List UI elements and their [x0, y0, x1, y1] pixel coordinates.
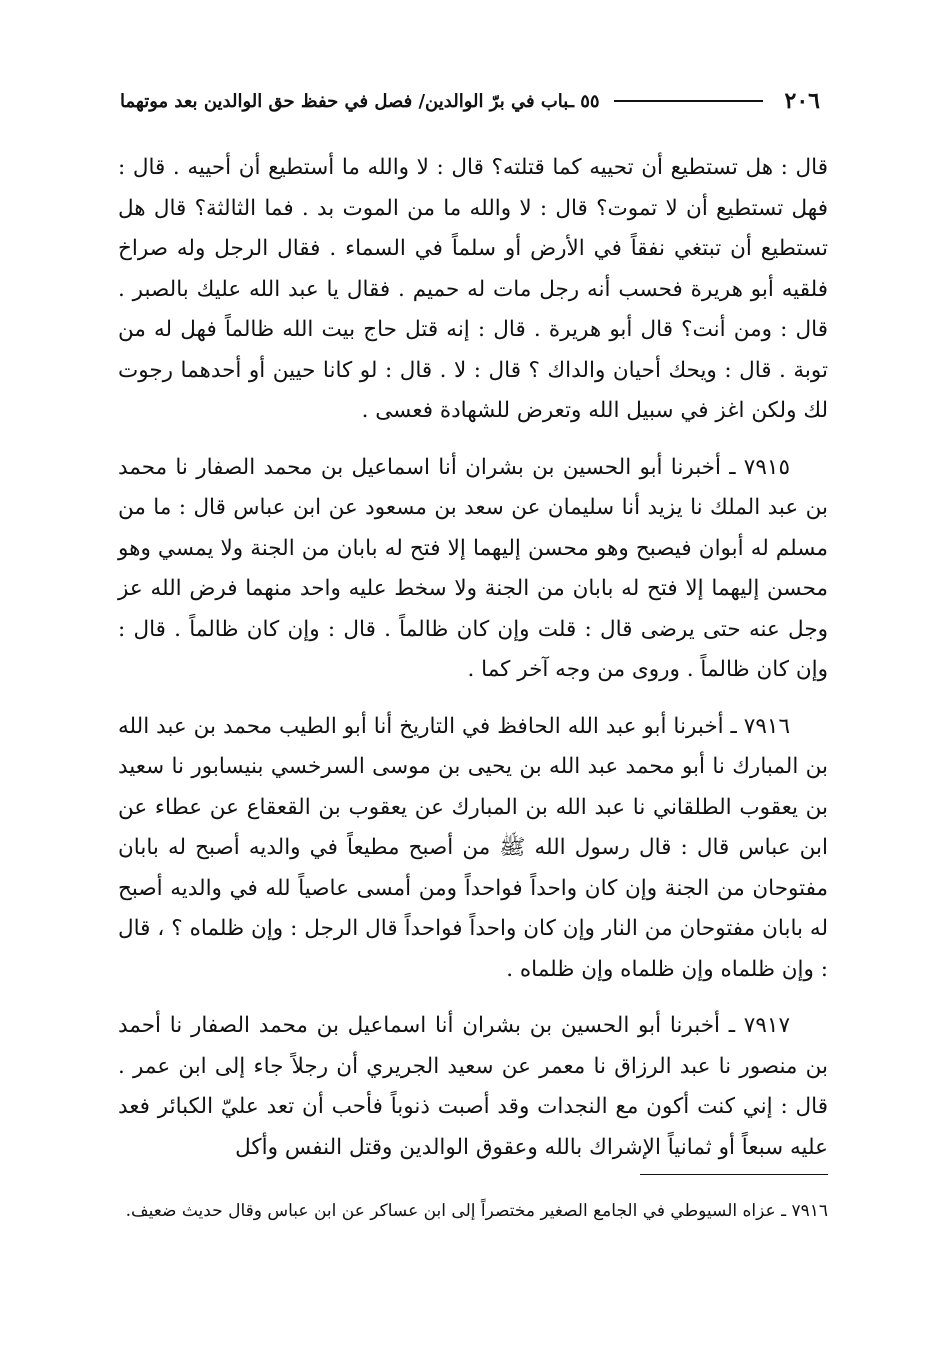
- hadith-7915: ٧٩١٥ ـ أخبرنا أبو الحسين بن بشران أنا اسماعيل بن محمد الصفار نا محمد بن عبد الملك نا يزيد أنا سليمان عن سعد بن مسعود عن ابن عباس قال : ما من مسلم له أبوان فيصبح وهو محسن إليهما إلا فتح له بابان من الجنة ولا يمسي وهو محسن إليهما إلا فتح له بابان من الجنة ولا سخط عليه واحد منهما فرض الله عز وجل عنه حتى يرضى قال : قلت وإن كان ظالماً . قال : وإن كان ظالماً . قال : وإن كان ظالماً . وروى من وجه آخر كما .: [118, 454, 828, 682]
- header-rule: [614, 100, 763, 102]
- footnote: [118, 1196, 828, 1226]
- page-number: ٢٠٦: [784, 88, 820, 114]
- footnote-7916: ٧٩١٦ ـ عزاه السيوطي في الجامع الصغير مختصراً إلى ابن عساكر عن ابن عباس وقال حديث ضعيف.: [125, 1201, 828, 1221]
- main-text: [118, 148, 828, 1184]
- running-title: ٥٥ ـباب في برّ الوالدين/ فصل في حفظ حق الوالدين بعد موتهما: [120, 90, 600, 112]
- hadith-7916: ٧٩١٦ ـ أخبرنا أبو عبد الله الحافظ في التاريخ أنا أبو الطيب محمد بن عبد الله بن المبارك نا أبو محمد عبد الله بن يحيى بن موسى السرخسي بنيسابور نا سعيد بن يعقوب الطلقاني نا عبد الله بن المبارك عن يعقوب بن القعقاع عن عطاء عن ابن عباس قال : قال رسول الله ﷺ من أصبح مطيعاً في والديه أصبح له بابان مفتوحان من الجنة وإن كان واحداً فواحداً ومن أمسى عاصياً لله في والديه أصبح له بابان مفتوحان من النار وإن كان واحداً فواحداً قال الرجل : وإن ظلماه ؟ ، قال : وإن ظلماه وإن ظلماه وإن ظلماه .: [118, 713, 828, 982]
- page-header: [120, 86, 820, 116]
- footnote-separator: [640, 1174, 828, 1175]
- paragraph-continuation: قال : هل تستطيع أن تحييه كما قتلته؟ قال : لا والله ما أستطيع أن أحييه . قال : فهل تستطيع أن لا تموت؟ قال : لا والله ما من الموت بد . فما الثالثة؟ قال هل تستطيع أن تبتغي نفقاً في الأرض أو سلماً في السماء . فقال الرجل وله صراخ فلقيه أبو هريرة فحسب أنه رجل مات له حميم . فقال يا عبد الله عليك بالصبر . قال : ومن أنت؟ قال أبو هريرة . قال : إنه قتل حاج بيت الله ظالماً فهل له من توبة . قال : ويحك أحيان والداك ؟ قال : لا . قال : لو كانا حيين أو أحدهما رجوت لك ولكن اغز في سبيل الله وتعرض للشهادة فعسى .: [118, 155, 828, 423]
- hadith-7917: ٧٩١٧ ـ أخبرنا أبو الحسين بن بشران أنا اسماعيل بن محمد الصفار نا أحمد بن منصور نا عبد الرزاق نا معمر عن سعيد الجريري أن رجلاً جاء إلى ابن عمر . قال : إني كنت أكون مع النجدات وقد أصبت ذنوباً فأحب أن تعد عليّ الكبائر فعد عليه سبعاً أو ثمانياً الإشراك بالله وعقوق الوالدين وقتل النفس وأكل: [118, 1013, 828, 1160]
